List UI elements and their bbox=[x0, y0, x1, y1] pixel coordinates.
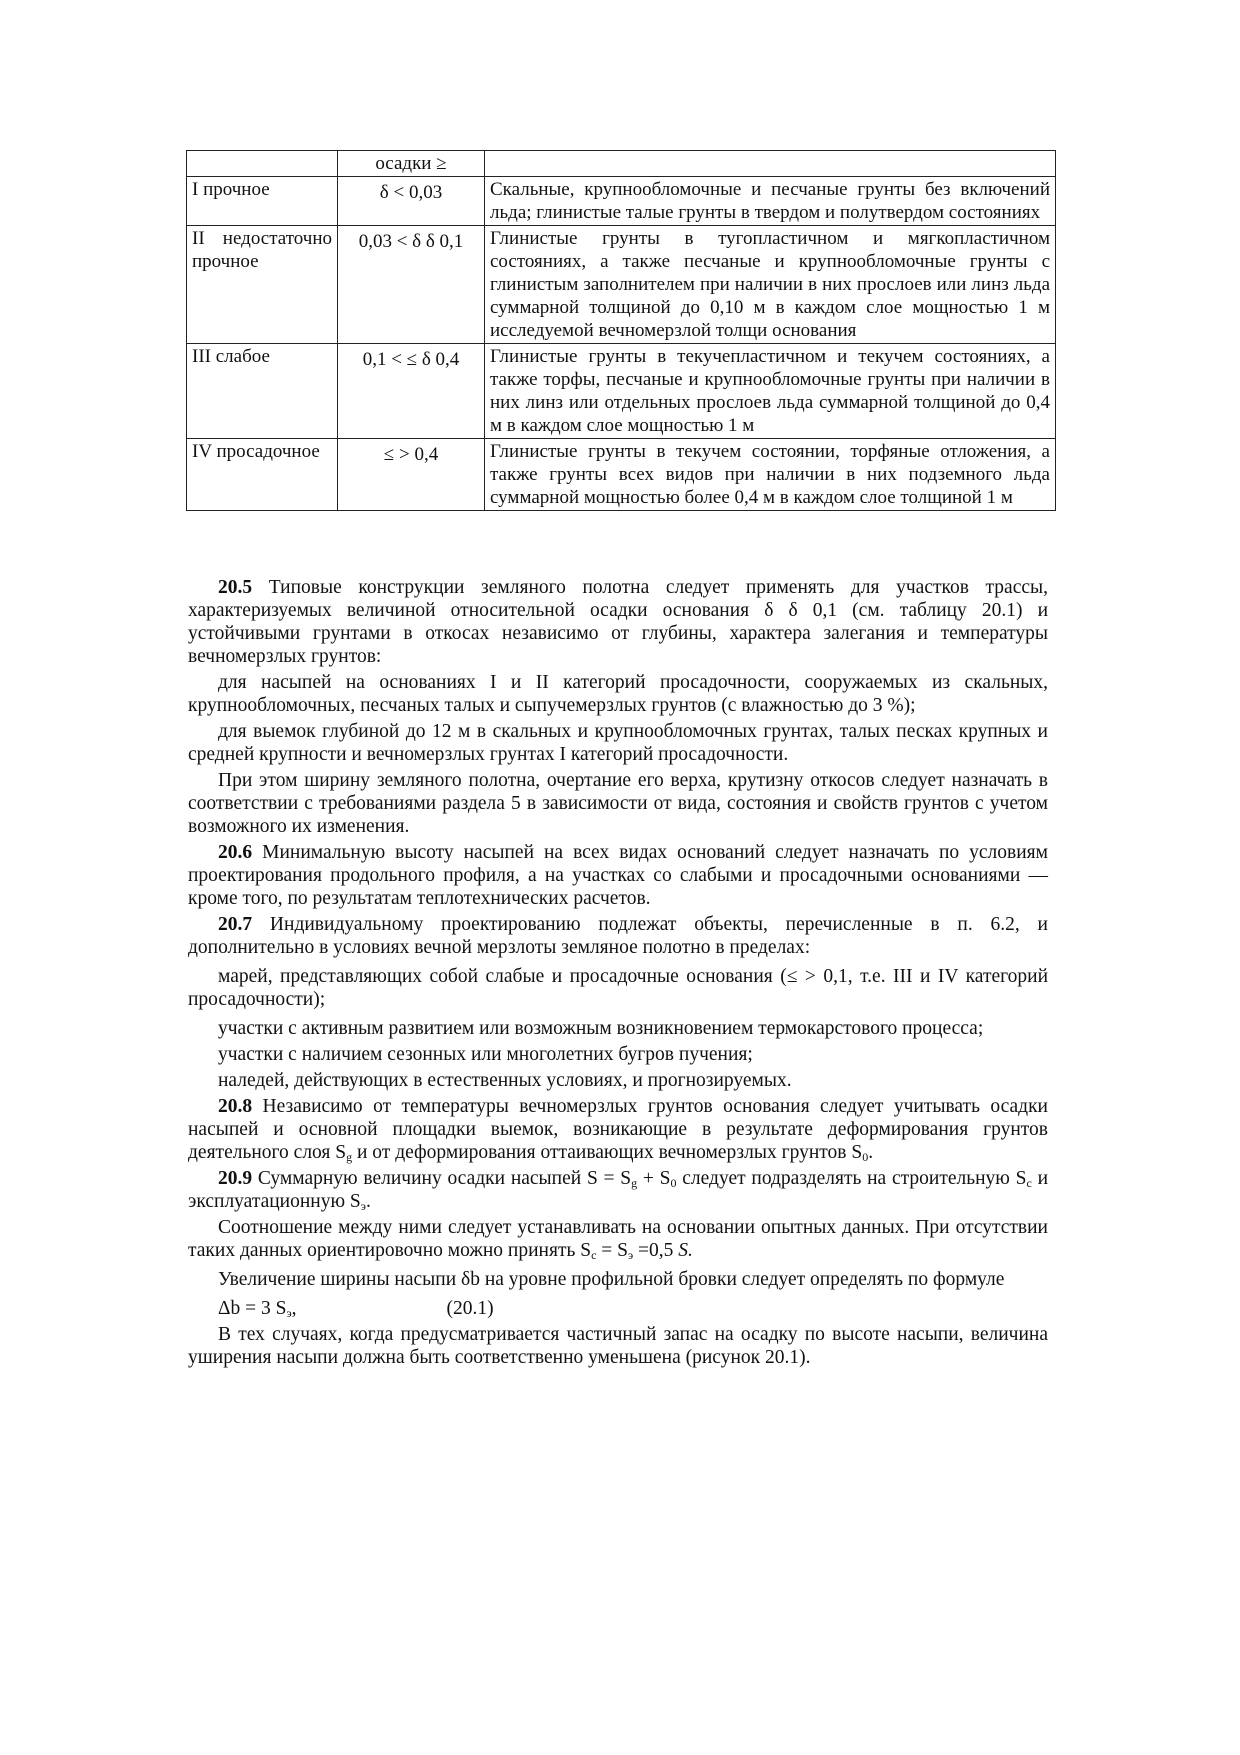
subscript: g bbox=[346, 1150, 353, 1164]
paragraph-text: Минимальную высоту насыпей на всех видах оснований следует назначать по условиям проектирования продольного профиля, а на участках со слабыми и просадочными основаниями — кроме того, по результатам теплотехнических расчетов. bbox=[188, 842, 1048, 909]
paragraph-text: . bbox=[365, 1191, 371, 1212]
paragraph-text: марей, представляющих собой слабые и просадочные основания (≤ > 0,1, т.е. III и IV категорий просадочности); bbox=[188, 966, 1048, 1010]
table-row bbox=[187, 344, 1056, 439]
table-header-cell bbox=[485, 151, 1056, 177]
formula-20-1 bbox=[188, 1297, 1048, 1320]
clause-number: 20.5 bbox=[218, 577, 253, 598]
paragraph-text: Независимо от температуры вечномерзлых грунтов основания следует учитывать осадки насыпей и основной площадки выемок, возникающие в результате деформирования грунтов деятельного слоя S bbox=[188, 1096, 1048, 1163]
paragraph-20-5-item-b bbox=[188, 720, 1048, 766]
paragraph-text: для насыпей на основаниях I и II категорий просадочности, сооружаемых из скальных, крупнообломочных, песчаных талых и сыпучемерзлых грунтов (с влажностью до 3 %); bbox=[188, 672, 1048, 716]
paragraph-20-6 bbox=[188, 841, 1048, 910]
paragraph-20-9 bbox=[188, 1167, 1048, 1213]
paragraph-text: + S bbox=[637, 1168, 671, 1189]
paragraph-width-increase bbox=[188, 1268, 1048, 1291]
formula-text: Δb = 3 S bbox=[218, 1298, 287, 1319]
table-row bbox=[187, 439, 1056, 511]
subscript: g bbox=[631, 1176, 638, 1190]
table-header-cell bbox=[187, 151, 338, 177]
range-cell: 0,03 < δ δ 0,1 bbox=[338, 226, 485, 344]
category-cell: I прочное bbox=[187, 177, 338, 226]
paragraph-text: участки с активным развитием или возможным возникновением термокарстового процесса; bbox=[218, 1018, 984, 1039]
table-header-row bbox=[187, 151, 1056, 177]
body-text bbox=[188, 576, 1048, 1369]
paragraph-text: следует подразделять на строительную S bbox=[676, 1168, 1027, 1189]
category-cell: III слабое bbox=[187, 344, 338, 439]
paragraph-text: Типовые конструкции земляного полотна следует применять для участков трассы, характеризуемых величиной относительной осадки основания δ δ 0,1 (см. таблицу 20.1) и устойчивыми грунтами в откосах независимо от глубины, характера залегания и температуры вечномерзлых грунтов: bbox=[188, 577, 1048, 667]
paragraph-text: Суммарную величину осадки насыпей S = S bbox=[252, 1168, 632, 1189]
paragraph-text: для выемок глубиной до 12 м в скальных и крупнообломочных грунтах, талых песках крупных и средней крупности и вечномерзлых грунтах I категорий просадочности. bbox=[188, 721, 1048, 765]
paragraph-20-5-note bbox=[188, 769, 1048, 838]
clause-number: 20.9 bbox=[218, 1168, 253, 1189]
subscript: 0 bbox=[862, 1150, 869, 1164]
paragraph-20-7 bbox=[188, 913, 1048, 959]
category-cell: IV просадочное bbox=[187, 439, 338, 511]
subscript: 0 bbox=[670, 1176, 677, 1190]
clause-number: 20.8 bbox=[218, 1096, 253, 1117]
formula-number: (20.1) bbox=[446, 1298, 494, 1319]
paragraph-text: Увеличение ширины насыпи δb на уровне профильной бровки следует определять по формуле bbox=[218, 1269, 1005, 1290]
table-row bbox=[187, 226, 1056, 344]
clause-number: 20.7 bbox=[218, 914, 253, 935]
paragraph-text: = S bbox=[596, 1240, 629, 1261]
description-cell: Глинистые грунты в тугопластичном и мягкопластичном состояниях, а также песчаные и крупнообломочные грунты с глинистым заполнителем при наличии в них прослоев или линз льда суммарной толщиной до 0,10 м в каждом слое мощностью 1 м исследуемой вечномерзлой толщи основания bbox=[485, 226, 1056, 344]
paragraph-final bbox=[188, 1323, 1048, 1369]
formula-text: , bbox=[291, 1298, 297, 1319]
subscript: c bbox=[1026, 1176, 1032, 1190]
range-cell: ≤ > 0,4 bbox=[338, 439, 485, 511]
category-cell: II недостаточно прочное bbox=[187, 226, 338, 344]
range-cell: 0,1 < ≤ δ 0,4 bbox=[338, 344, 485, 439]
paragraph-20-5-item-a bbox=[188, 671, 1048, 717]
description-cell: Скальные, крупнообломочные и песчаные грунты без включений льда; глинистые талые грунты в твердом и полутвердом состояниях bbox=[485, 177, 1056, 226]
description-cell: Глинистые грунты в текучепластичном и текучем состояниях, а также торфы, песчаные и крупнообломочные грунты при наличии в них линз или отдельных прослоев льда суммарной толщиной до 0,4 м в каждом слое мощностью 1 м bbox=[485, 344, 1056, 439]
paragraph-text: и от деформирования оттаивающих вечномерзлых грунтов S bbox=[352, 1142, 863, 1163]
paragraph-ratio bbox=[188, 1216, 1048, 1262]
paragraph-text: и эксплуатационную S bbox=[188, 1168, 1049, 1212]
table-header-cell: осадки ≥ bbox=[338, 151, 485, 177]
description-cell: Глинистые грунты в текучем состоянии, торфяные отложения, а также грунты всех видов при наличии в них подземного льда суммарной мощностью более 0,4 м в каждом слое толщиной 1 м bbox=[485, 439, 1056, 511]
subscript: э bbox=[360, 1199, 366, 1213]
paragraph-text: При этом ширину земляного полотна, очертание его верха, крутизну откосов следует назначать в соответствии с требованиями раздела 5 в зависимости от вида, состояния и свойств грунтов с учетом возможного их изменения. bbox=[188, 770, 1048, 837]
range-cell: δ < 0,03 bbox=[338, 177, 485, 226]
paragraph-20-7-item-b bbox=[188, 1017, 1048, 1040]
paragraph-text: участки с наличием сезонных или многолетних бугров пучения; bbox=[218, 1044, 753, 1065]
subscript: э bbox=[628, 1248, 634, 1262]
paragraph-20-7-item-d bbox=[188, 1069, 1048, 1092]
paragraph-20-5 bbox=[188, 576, 1048, 668]
paragraph-text: Индивидуальному проектированию подлежат объекты, перечисленные в п. 6.2, и дополнительно в условиях вечной мерзлоты земляное полотно в пределах: bbox=[188, 914, 1048, 958]
paragraph-20-8 bbox=[188, 1095, 1048, 1164]
table-row bbox=[187, 177, 1056, 226]
paragraph-20-7-item-c bbox=[188, 1043, 1048, 1066]
italic-symbol: S. bbox=[678, 1240, 693, 1261]
paragraph-20-7-item-a bbox=[188, 965, 1048, 1011]
paragraph-text: Соотношение между ними следует устанавливать на основании опытных данных. При отсутствии таких данных ориентировочно можно принять S bbox=[188, 1217, 1048, 1261]
subscript: c bbox=[591, 1248, 597, 1262]
clause-number: 20.6 bbox=[218, 842, 253, 863]
paragraph-text: . bbox=[868, 1142, 874, 1163]
paragraph-text: =0,5 bbox=[633, 1240, 679, 1261]
paragraph-text: наледей, действующих в естественных условиях, и прогнозируемых. bbox=[218, 1070, 792, 1091]
settlement-category-table bbox=[186, 150, 1056, 511]
subscript: э bbox=[286, 1306, 292, 1320]
paragraph-text: В тех случаях, когда предусматривается частичный запас на осадку по высоте насыпи, величина уширения насыпи должна быть соответственно уменьшена (рисунок 20.1). bbox=[188, 1324, 1048, 1368]
